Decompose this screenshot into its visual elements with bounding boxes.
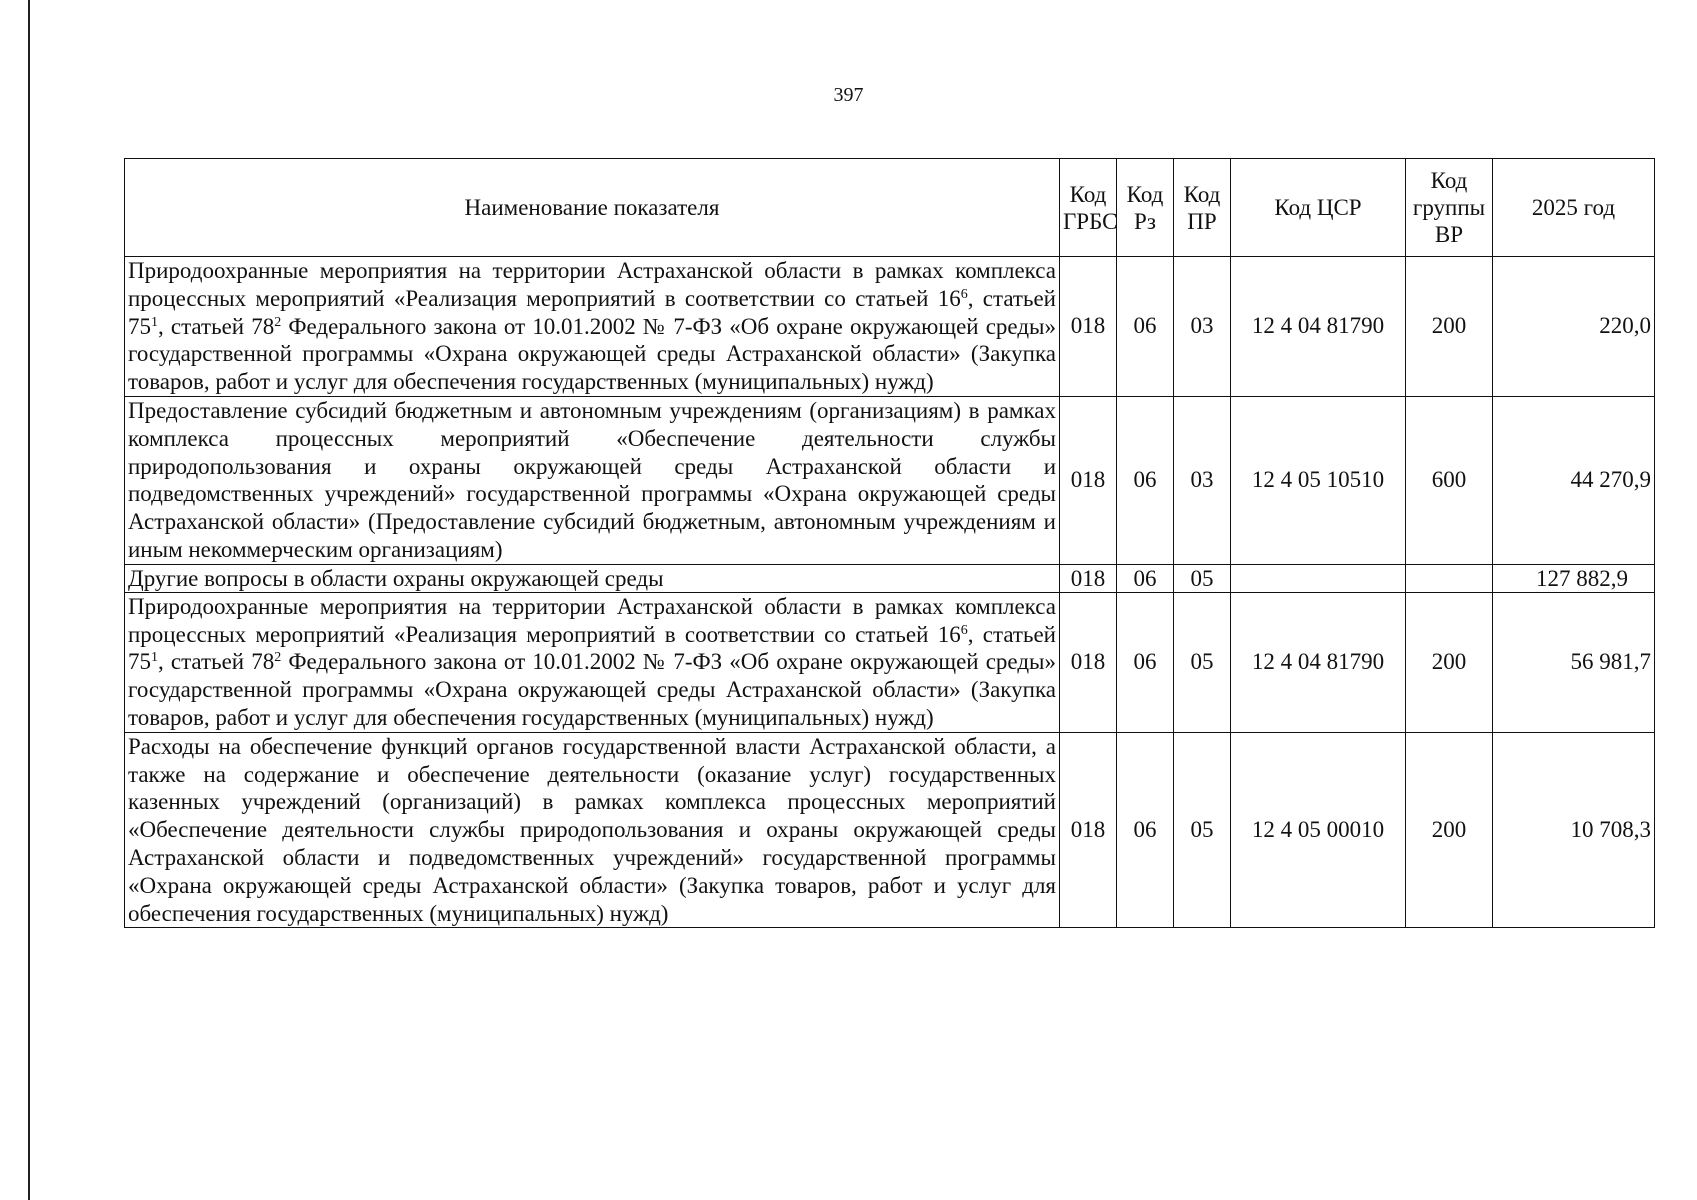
row-pr: 05: [1174, 564, 1231, 592]
table-row: [125, 396, 1655, 564]
row-pr: 05: [1174, 732, 1231, 928]
row-rz: 06: [1117, 732, 1174, 928]
row-grbs: 018: [1060, 564, 1117, 592]
row-csr: 12 4 04 81790: [1231, 257, 1406, 397]
row-rz: 06: [1117, 592, 1174, 732]
row-rz: 06: [1117, 564, 1174, 592]
row-name: Другие вопросы в области охраны окружающей среды: [125, 564, 1060, 592]
header-grbs: Код ГРБС: [1060, 159, 1117, 257]
header-name: Наименование показателя: [125, 159, 1060, 257]
row-grbs: 018: [1060, 732, 1117, 928]
row-name: Предоставление субсидий бюджетным и автономным учреждениям (организациям) в рамках комплекса процессных мероприятий «Обеспечение деятельности службы природопользования и охраны окружающей среды Астраханской области и подведомственных учреждений» государственной программы «Охрана окружающей среды Астраханской области» (Предоставление субсидий бюджетным, автономным учреждениям и иным некоммерческим организациям): [125, 396, 1060, 564]
header-pr: Код ПР: [1174, 159, 1231, 257]
page-margin-rule: [28, 0, 30, 1200]
row-name: Природоохранные мероприятия на территории Астраханской области в рамках комплекса процессных мероприятий «Реализация мероприятий в соответствии со статьей $16^6$, статьей $75^1$, статьей $78^2$ Федерального закона от 10.01.2002 № 7-ФЗ «Об охране окружающей среды» государственной программы «Охрана окружающей среды Астраханской области» (Закупка товаров, работ и услуг для обеспечения государственных (муниципальных) нужд): [125, 257, 1060, 397]
row-grbs: 018: [1060, 257, 1117, 397]
row-vr: 200: [1406, 592, 1493, 732]
header-amount: 2025 год: [1493, 159, 1655, 257]
row-csr: [1231, 564, 1406, 592]
table-row: [125, 732, 1655, 928]
row-rz: 06: [1117, 257, 1174, 397]
row-name: Природоохранные мероприятия на территории Астраханской области в рамках комплекса процессных мероприятий «Реализация мероприятий в соответствии со статьей $16^6$, статьей $75^1$, статьей $78^2$ Федерального закона от 10.01.2002 № 7-ФЗ «Об охране окружающей среды» государственной программы «Охрана окружающей среды Астраханской области» (Закупка товаров, работ и услуг для обеспечения государственных (муниципальных) нужд): [125, 592, 1060, 732]
row-grbs: 018: [1060, 396, 1117, 564]
row-amount: 44 270,9: [1493, 396, 1655, 564]
row-vr: 600: [1406, 396, 1493, 564]
row-csr: 12 4 04 81790: [1231, 592, 1406, 732]
page-number: 397: [833, 84, 864, 106]
table-row: [125, 564, 1655, 592]
row-vr: 200: [1406, 257, 1493, 397]
row-csr: 12 4 05 00010: [1231, 732, 1406, 928]
row-rz: 06: [1117, 396, 1174, 564]
row-name: Расходы на обеспечение функций органов государственной власти Астраханской области, а также на содержание и обеспечение деятельности (оказание услуг) государственных казенных учреждений (организаций) в рамках комплекса процессных мероприятий «Обеспечение деятельности службы природопользования и охраны окружающей среды Астраханской области и подведомственных учреждений» государственной программы «Охрана окружающей среды Астраханской области» (Закупка товаров, работ и услуг для обеспечения государственных (муниципальных) нужд): [125, 732, 1060, 928]
row-grbs: 018: [1060, 592, 1117, 732]
row-pr: 05: [1174, 592, 1231, 732]
row-vr: [1406, 564, 1493, 592]
row-amount: 56 981,7: [1493, 592, 1655, 732]
header-rz: Код Рз: [1117, 159, 1174, 257]
header-vr: Код группы ВР: [1406, 159, 1493, 257]
row-amount: 220,0: [1493, 257, 1655, 397]
table-header-row: [125, 159, 1655, 257]
header-csr: Код ЦСР: [1231, 159, 1406, 257]
row-pr: 03: [1174, 257, 1231, 397]
budget-table: [124, 158, 1655, 928]
row-amount: 10 708,3: [1493, 732, 1655, 928]
row-vr: 200: [1406, 732, 1493, 928]
row-amount: 127 882,9: [1493, 564, 1655, 592]
row-pr: 03: [1174, 396, 1231, 564]
row-csr: 12 4 05 10510: [1231, 396, 1406, 564]
table-row: [125, 257, 1655, 397]
table-row: [125, 592, 1655, 732]
